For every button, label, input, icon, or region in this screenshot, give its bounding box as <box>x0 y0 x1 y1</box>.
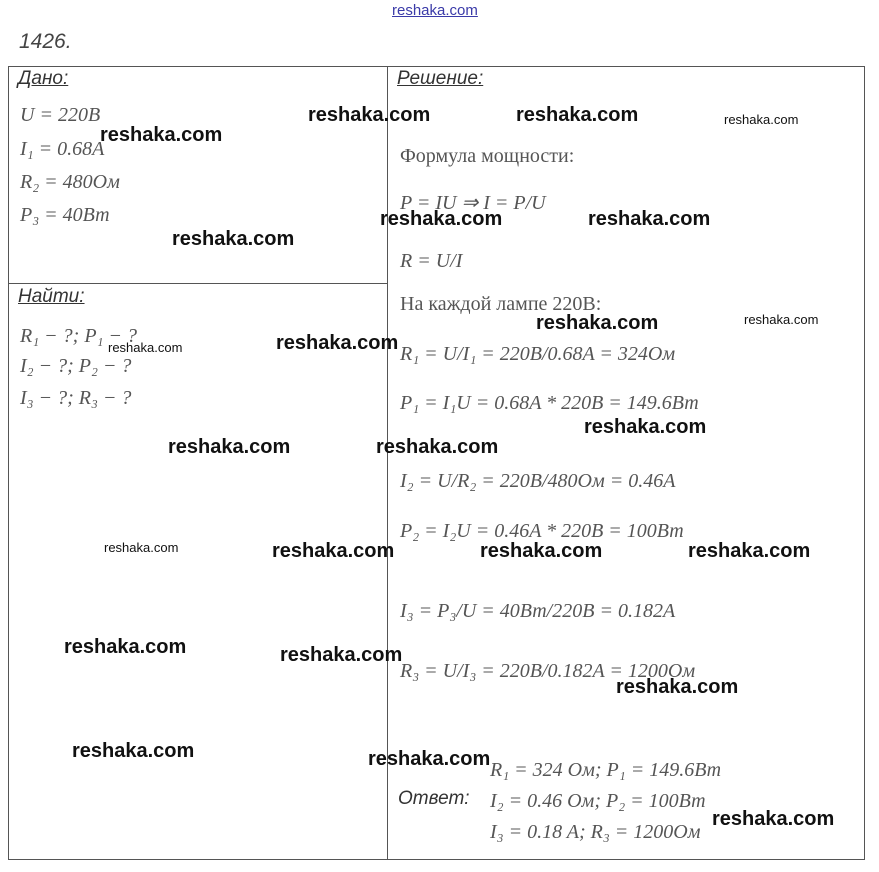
table-divider-vertical <box>387 66 388 860</box>
given-power-3: P₃ = 40Вт <box>20 204 110 226</box>
watermark-small: reshaka.com <box>724 112 799 127</box>
calc-p1: P₁ = I₁U = 0.68A * 220B = 149.6Вт <box>400 392 699 414</box>
calc-i2: I₂ = U/R₂ = 220B/480Ом = 0.46A <box>400 470 676 492</box>
problem-number: 1426. <box>19 30 72 53</box>
site-link[interactable]: reshaka.com <box>392 2 478 19</box>
given-resistance-2: R₂ = 480Ом <box>20 171 120 193</box>
find-line-3: I₃ − ?; R₃ − ? <box>20 387 132 409</box>
watermark: reshaka.com <box>168 436 291 458</box>
calc-i3: I₃ = P₃/U = 40Вт/220B = 0.182A <box>400 600 676 622</box>
ohm-law: R = U/I <box>400 250 463 272</box>
watermark: reshaka.com <box>100 124 223 146</box>
each-lamp-note: На каждой лампе 220В: <box>400 293 602 315</box>
watermark: reshaka.com <box>172 228 295 250</box>
watermark: reshaka.com <box>536 312 659 334</box>
watermark: reshaka.com <box>272 540 395 562</box>
power-formula: P = IU ⇒ I = P/U <box>400 192 546 214</box>
watermark: reshaka.com <box>64 636 187 658</box>
given-current-1: I₁ = 0.68A <box>20 138 105 160</box>
find-line-2: I₂ − ?; P₂ − ? <box>20 355 132 377</box>
watermark: reshaka.com <box>72 740 195 762</box>
watermark-small: reshaka.com <box>108 340 183 355</box>
watermark: reshaka.com <box>276 332 399 354</box>
calc-p2: P₂ = I₂U = 0.46A * 220B = 100Вт <box>400 520 684 542</box>
answer-line-1: R₁ = 324 Ом; P₁ = 149.6Вт <box>490 759 722 781</box>
calc-r3: R₃ = U/I₃ = 220B/0.182A = 1200Ом <box>400 660 696 682</box>
find-line-1: R₁ − ?; P₁ − ? <box>20 325 137 347</box>
watermark: reshaka.com <box>480 540 603 562</box>
watermark: reshaka.com <box>712 808 835 830</box>
watermark: reshaka.com <box>380 208 503 230</box>
watermark: reshaka.com <box>368 748 491 770</box>
watermark: reshaka.com <box>584 416 707 438</box>
given-voltage: U = 220B <box>20 104 101 126</box>
watermark-small: reshaka.com <box>104 540 179 555</box>
watermark: reshaka.com <box>308 104 431 126</box>
answer-line-2: I₂ = 0.46 Ом; P₂ = 100Вт <box>490 790 706 812</box>
watermark-small: reshaka.com <box>744 312 819 327</box>
watermark: reshaka.com <box>516 104 639 126</box>
solution-header: Решение: <box>397 68 484 89</box>
answer-line-3: I₃ = 0.18 A; R₃ = 1200Ом <box>490 821 701 843</box>
find-header: Найти: <box>18 286 85 307</box>
watermark: reshaka.com <box>588 208 711 230</box>
watermark: reshaka.com <box>376 436 499 458</box>
watermark: reshaka.com <box>616 676 739 698</box>
table-divider-horizontal <box>8 283 388 284</box>
watermark: reshaka.com <box>688 540 811 562</box>
answer-label: Ответ: <box>398 788 470 809</box>
watermark: reshaka.com <box>280 644 403 666</box>
given-header: Дано: <box>18 68 69 89</box>
power-formula-label: Формула мощности: <box>400 145 575 167</box>
calc-r1: R₁ = U/I₁ = 220B/0.68A = 324Ом <box>400 343 676 365</box>
